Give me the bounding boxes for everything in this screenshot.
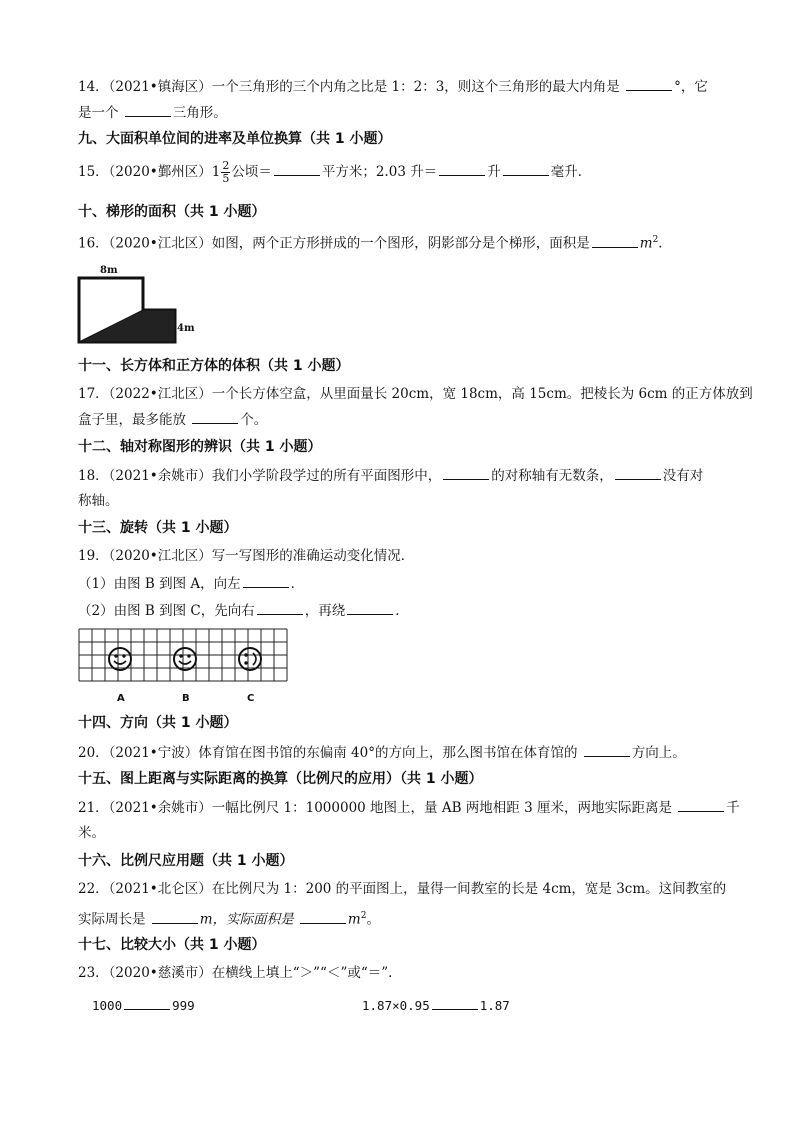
- section-10-heading: 十、梯形的面积（共 1 小题）: [78, 204, 266, 220]
- label-4m: 4m: [177, 323, 195, 334]
- section-15-heading: 十五、图上距离与实际距离的换算（比例尺的应用）（共 1 小题）: [78, 771, 483, 787]
- q18-blank-2[interactable]: [615, 465, 661, 480]
- label-8m: 8m: [100, 265, 118, 276]
- q18-blank-1[interactable]: [443, 465, 489, 480]
- q15-line: [78, 160, 591, 185]
- q15-frac-num: 2: [222, 159, 230, 172]
- q17-blank[interactable]: [192, 409, 238, 424]
- section-12-heading: 十二、轴对称图形的辨识（共 1 小题）: [78, 439, 322, 455]
- q18-text-c: 没有对: [662, 468, 704, 484]
- q15-blank-3[interactable]: [503, 161, 549, 176]
- q15-text-c: 升: [487, 164, 501, 180]
- q16-end: ．: [658, 235, 672, 252]
- section-16-heading: 十六、比例尺应用题（共 1 小题）: [78, 853, 294, 869]
- trapezoid-figure: [76, 262, 196, 346]
- q14-line1: [78, 76, 708, 97]
- q16-text: 16．（2020•江北区）如图，两个正方形拼成的一个图形，阴影部分是个梯形，面积是: [78, 235, 590, 252]
- shaded-trapezoid: [79, 310, 175, 342]
- label-c: C: [247, 693, 255, 704]
- q23-left-b: 999: [172, 998, 195, 1013]
- q19-line2: [78, 573, 304, 594]
- q17-line1: 17．（2022•江北区）一个长方体空盒，从里面量长 20cm，宽 18cm，高 15cm。把棱长为 6cm 的正方体放到: [78, 386, 753, 402]
- q23-compare-left: [92, 995, 195, 1016]
- q22-blank-perimeter[interactable]: [152, 909, 198, 924]
- q23-blank-left[interactable]: [124, 995, 170, 1010]
- q19-line3: [78, 600, 409, 621]
- section-17-heading: 十七、比较大小（共 1 小题）: [78, 937, 266, 953]
- section-14-heading: 十四、方向（共 1 小题）: [78, 715, 238, 731]
- q16-line: [78, 230, 672, 254]
- q21-text-a: 21．（2021•余姚市）一幅比例尺 1：1000000 地图上，量 AB 两地相距 3 厘米，两地实际距离是: [78, 800, 677, 816]
- q14-text-a: 14．（2021•镇海区）一个三角形的三个内角之比是 1：2：3，则这个三角形的最大内角是: [78, 79, 625, 95]
- q19-blank-1[interactable]: [243, 573, 289, 588]
- q14-text-d: 三角形。: [172, 105, 227, 121]
- q22-text-a: 实际周长是: [78, 911, 150, 928]
- q15-text-d: 毫升．: [550, 164, 592, 180]
- q19-text-d: ，再绕: [304, 603, 346, 619]
- section-11-heading: 十一、长方体和正方体的体积（共 1 小题）: [78, 358, 350, 374]
- q20-blank[interactable]: [584, 742, 630, 757]
- q14-text-b: °，它: [674, 79, 708, 95]
- smiley-b: [174, 648, 196, 670]
- q19-text-b: ．: [290, 576, 305, 592]
- q19-line1: 19．（2020•江北区）写一写图形的准确运动变化情况．: [78, 548, 415, 564]
- rotation-grid-figure: [78, 628, 296, 704]
- q14-text-c: 是一个: [78, 105, 123, 121]
- q17-text-a: 盒子里，最多能放: [78, 412, 191, 428]
- smiley-a: [109, 648, 131, 670]
- q15-frac-den: 5: [222, 172, 230, 185]
- q22-line1: 22．（2021•北仑区）在比例尺为 1：200 的平面图上，量得一间教室的长是 4cm，宽是 3cm。这间教室的: [78, 881, 727, 897]
- q18-line2: 称轴。: [78, 493, 119, 509]
- q21-text-b: 千: [726, 800, 740, 816]
- q15-prefix: 15．（2020•鄞州区）1: [78, 164, 221, 180]
- q19-text-c: （2）由图 B 到图 C，先向右: [78, 603, 255, 619]
- q20-line: [78, 742, 686, 763]
- q22-text-b: m，实际面积是: [199, 911, 298, 928]
- q19-text-a: （1）由图 B 到图 A，向左: [78, 576, 241, 592]
- q18-line1: [78, 465, 703, 486]
- q22-blank-area[interactable]: [300, 909, 346, 924]
- q23-right-b: 1.87: [479, 998, 510, 1013]
- q15-blank-1[interactable]: [274, 161, 320, 176]
- q14-line2: [78, 102, 227, 123]
- q17-text-b: 个。: [240, 412, 268, 428]
- q20-text-a: 20．（2021•宁波）体育馆在图书馆的东偏南 40°的方向上，那么图书馆在体育馆的: [78, 745, 582, 761]
- q23-line1: 23．（2020•慈溪市）在横线上填上“＞”“＜”或“＝”．: [78, 965, 402, 981]
- q18-text-b: 的对称轴有无数条，: [491, 468, 613, 484]
- q15-text-a: 公顷＝: [231, 164, 272, 180]
- q22-line2: [78, 906, 380, 930]
- section-13-heading: 十三、旋转（共 1 小题）: [78, 520, 238, 536]
- q19-blank-3[interactable]: [347, 600, 393, 615]
- q22-unit-sup: 2: [360, 911, 367, 921]
- q23-right-a: 1.87×0.95: [362, 998, 430, 1013]
- q17-line2: [78, 409, 267, 430]
- q21-line1: [78, 797, 740, 818]
- q21-blank[interactable]: [678, 797, 724, 812]
- label-b: B: [182, 693, 190, 704]
- q22-text-c: m: [347, 911, 361, 928]
- q23-blank-right[interactable]: [432, 995, 478, 1010]
- q15-fraction: [221, 160, 230, 185]
- q20-text-b: 方向上。: [631, 745, 686, 761]
- q16-unit-sup: 2: [652, 235, 659, 245]
- q19-text-e: ．: [395, 603, 409, 619]
- q15-text-b: 平方米；2.03 升＝: [321, 164, 438, 180]
- q15-blank-2[interactable]: [439, 161, 485, 176]
- q16-blank-area[interactable]: [592, 233, 638, 248]
- q14-blank-type[interactable]: [125, 102, 171, 117]
- q16-unit: m: [639, 235, 653, 252]
- section-9-heading: 九、大面积单位间的进率及单位换算（共 1 小题）: [78, 131, 392, 147]
- q18-text-a: 18．（2021•余姚市）我们小学阶段学过的所有平面图形中，: [78, 468, 442, 484]
- smiley-c-rotated: [239, 648, 261, 670]
- q21-line2: 米。: [78, 825, 105, 841]
- label-a: A: [117, 693, 125, 704]
- q23-compare-right: [362, 995, 510, 1016]
- q19-blank-2[interactable]: [257, 600, 303, 615]
- q22-text-d: 。: [366, 911, 380, 928]
- q14-blank-angle[interactable]: [626, 76, 672, 91]
- q23-left-a: 1000: [92, 998, 123, 1013]
